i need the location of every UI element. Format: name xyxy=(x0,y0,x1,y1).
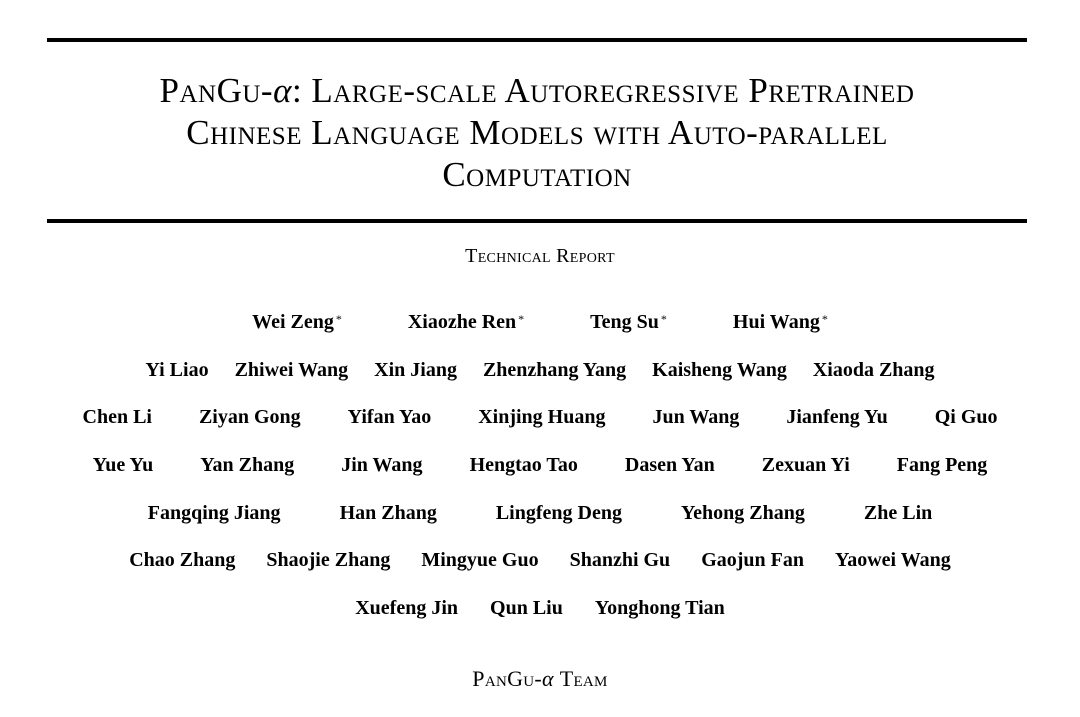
author-name: Wei Zeng xyxy=(252,311,334,333)
author-name: Lingfeng Deng xyxy=(495,501,622,524)
author xyxy=(148,502,281,525)
author-name: Gaojun Fan xyxy=(701,549,804,572)
author-name: Yan Zhang xyxy=(200,454,295,477)
author-name: Xinjing Huang xyxy=(478,406,606,429)
author-name: Zhe Lin xyxy=(863,501,933,524)
report-type: Technical Report xyxy=(465,245,615,267)
author xyxy=(129,549,235,572)
author-name: Ziyan Gong xyxy=(198,406,301,429)
author-name: Hengtao Tao xyxy=(469,454,578,477)
author xyxy=(83,406,152,429)
author-row xyxy=(0,549,1080,597)
bottom-rule xyxy=(47,219,1027,223)
equal-contribution-mark: * xyxy=(821,312,828,326)
author xyxy=(762,454,850,477)
author-row xyxy=(0,406,1080,454)
author-name: Xuefeng Jin xyxy=(355,597,459,620)
author xyxy=(701,549,804,572)
author-list xyxy=(0,311,1080,645)
author-name: Zhiwei Wang xyxy=(234,358,349,381)
paper-title xyxy=(47,70,1027,196)
author xyxy=(348,406,432,429)
author-name: Zhenzhang Yang xyxy=(482,358,627,381)
title-line-3: Computation xyxy=(442,155,632,194)
author-name: Yonghong Tian xyxy=(594,597,725,620)
author-name: Chao Zhang xyxy=(129,549,236,572)
author-name: Kaisheng Wang xyxy=(652,358,787,381)
author xyxy=(897,454,988,477)
author-name: Jun Wang xyxy=(652,406,740,429)
author-name: Fangqing Jiang xyxy=(147,501,281,524)
author-name: Fang Peng xyxy=(896,454,988,477)
author xyxy=(340,502,437,525)
author-name: Jin Wang xyxy=(341,454,423,477)
author-name: Shaojie Zhang xyxy=(266,549,391,572)
author-name: Han Zhang xyxy=(339,501,437,524)
author-name: Yi Liao xyxy=(145,358,209,381)
author xyxy=(786,406,887,429)
title-line-1: PanGu-α: Large-scale Autoregressive Pretrained xyxy=(159,71,915,110)
author-name: Qun Liu xyxy=(490,597,563,620)
author-name: Dasen Yan xyxy=(624,454,715,477)
author-name: Jianfeng Yu xyxy=(786,406,888,429)
author-name: Qi Guo xyxy=(934,406,998,429)
author xyxy=(935,406,998,429)
author-name: Shanzhi Gu xyxy=(569,549,671,572)
author xyxy=(590,311,667,334)
author-row xyxy=(0,597,1080,645)
author-name: Xiaoda Zhang xyxy=(812,358,935,381)
author xyxy=(200,454,294,477)
author xyxy=(496,502,622,525)
author-row xyxy=(0,502,1080,550)
author xyxy=(478,406,605,429)
author-name: Mingyue Guo xyxy=(421,549,539,572)
author-name: Yaowei Wang xyxy=(835,549,951,572)
equal-contribution-mark: * xyxy=(335,312,342,326)
equal-contribution-mark: * xyxy=(518,312,525,326)
author xyxy=(266,549,390,572)
author xyxy=(470,454,578,477)
author-name: Yue Yu xyxy=(92,454,154,477)
author xyxy=(652,406,739,429)
author xyxy=(681,502,805,525)
author xyxy=(570,549,671,572)
author xyxy=(374,359,457,382)
author xyxy=(733,311,828,334)
author xyxy=(483,359,626,382)
author xyxy=(355,597,458,620)
author-name: Xiaozhe Ren xyxy=(407,311,517,333)
title-line-2: Chinese Language Models with Auto-parallel xyxy=(186,113,888,152)
team-name: PanGu-α Team xyxy=(472,666,608,691)
author-row xyxy=(0,359,1080,407)
author-name: Zexuan Yi xyxy=(761,454,850,477)
author-name: Chen Li xyxy=(82,406,152,429)
author-row xyxy=(0,311,1080,359)
author-name: Xin Jiang xyxy=(374,358,457,381)
author-name: Teng Su xyxy=(590,311,659,333)
author xyxy=(625,454,715,477)
author xyxy=(252,311,342,334)
top-rule xyxy=(47,38,1027,42)
author xyxy=(93,454,154,477)
equal-contribution-mark: * xyxy=(660,312,667,326)
author xyxy=(813,359,935,382)
alpha-symbol: α xyxy=(542,666,554,691)
author xyxy=(421,549,538,572)
author xyxy=(490,597,563,620)
author xyxy=(652,359,787,382)
author xyxy=(341,454,422,477)
author-name: Yehong Zhang xyxy=(680,501,805,524)
alpha-symbol: α xyxy=(273,71,292,110)
author-name: Hui Wang xyxy=(732,311,820,333)
author xyxy=(408,311,524,334)
author xyxy=(145,359,208,382)
author xyxy=(199,406,301,429)
author xyxy=(235,359,349,382)
author-name: Yifan Yao xyxy=(347,406,432,429)
author xyxy=(835,549,951,572)
author-row xyxy=(0,454,1080,502)
author xyxy=(864,502,932,525)
author xyxy=(595,597,725,620)
